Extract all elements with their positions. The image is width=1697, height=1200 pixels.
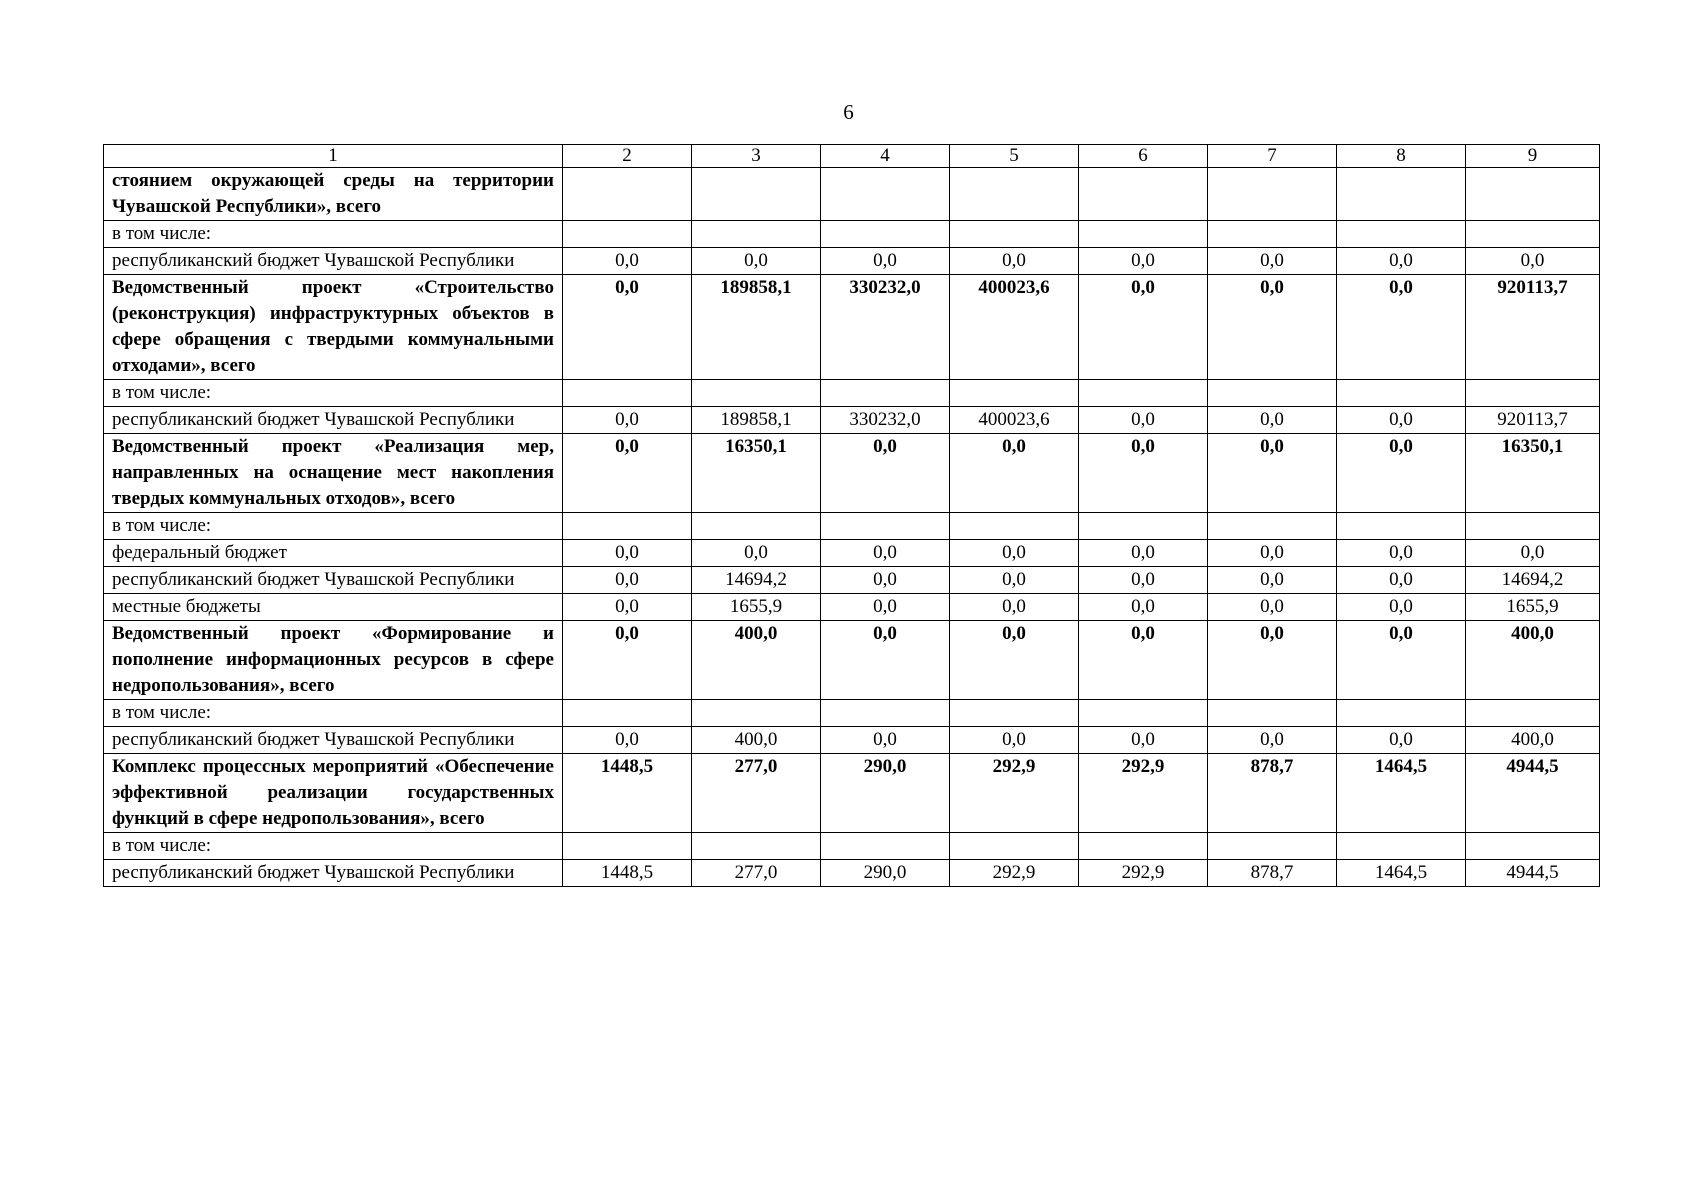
value-cell-col-2: 0,0 — [563, 567, 692, 594]
value-cell-col-6: 0,0 — [1079, 727, 1208, 754]
value-cell-col-2 — [563, 168, 692, 221]
value-cell-col-5: 292,9 — [950, 754, 1079, 833]
table-row — [104, 434, 1600, 513]
table-row — [104, 754, 1600, 833]
value-cell-col-3: 1655,9 — [692, 594, 821, 621]
value-cell-col-8: 1464,5 — [1337, 754, 1466, 833]
value-cell-col-9: 400,0 — [1466, 727, 1600, 754]
value-cell-col-5: 400023,6 — [950, 407, 1079, 434]
header-row — [104, 145, 1600, 168]
row-label: республиканский бюджет Чувашской Республики — [104, 860, 563, 887]
value-cell-col-8 — [1337, 513, 1466, 540]
value-cell-col-9: 16350,1 — [1466, 434, 1600, 513]
value-cell-col-8: 0,0 — [1337, 567, 1466, 594]
row-label: в том числе: — [104, 513, 563, 540]
row-label: республиканский бюджет Чувашской Республики — [104, 248, 563, 275]
value-cell-col-2 — [563, 833, 692, 860]
value-cell-col-4: 0,0 — [821, 434, 950, 513]
value-cell-col-2: 0,0 — [563, 434, 692, 513]
value-cell-col-2: 0,0 — [563, 407, 692, 434]
value-cell-col-8: 0,0 — [1337, 621, 1466, 700]
column-header-2: 2 — [563, 145, 692, 168]
value-cell-col-8: 0,0 — [1337, 727, 1466, 754]
value-cell-col-6 — [1079, 168, 1208, 221]
value-cell-col-3: 189858,1 — [692, 275, 821, 380]
value-cell-col-9: 400,0 — [1466, 621, 1600, 700]
column-header-5: 5 — [950, 145, 1079, 168]
value-cell-col-6: 0,0 — [1079, 621, 1208, 700]
column-header-3: 3 — [692, 145, 821, 168]
value-cell-col-6: 292,9 — [1079, 754, 1208, 833]
value-cell-col-9: 1655,9 — [1466, 594, 1600, 621]
value-cell-col-8 — [1337, 168, 1466, 221]
value-cell-col-5 — [950, 513, 1079, 540]
row-label: республиканский бюджет Чувашской Республики — [104, 567, 563, 594]
table-row — [104, 860, 1600, 887]
value-cell-col-9 — [1466, 700, 1600, 727]
table-row — [104, 380, 1600, 407]
value-cell-col-8: 0,0 — [1337, 434, 1466, 513]
value-cell-col-5: 0,0 — [950, 540, 1079, 567]
value-cell-col-4 — [821, 380, 950, 407]
row-label: стоянием окружающей среды на территории Чувашской Республики», всего — [104, 168, 563, 221]
value-cell-col-7: 0,0 — [1208, 275, 1337, 380]
row-label: Ведомственный проект «Формирование и пополнение информационных ресурсов в сфере недропользования», всего — [104, 621, 563, 700]
budget-table — [103, 144, 1600, 887]
value-cell-col-9: 4944,5 — [1466, 754, 1600, 833]
row-label: в том числе: — [104, 833, 563, 860]
column-header-4: 4 — [821, 145, 950, 168]
value-cell-col-7: 0,0 — [1208, 727, 1337, 754]
value-cell-col-9: 4944,5 — [1466, 860, 1600, 887]
value-cell-col-5: 0,0 — [950, 248, 1079, 275]
value-cell-col-9 — [1466, 513, 1600, 540]
value-cell-col-3: 189858,1 — [692, 407, 821, 434]
value-cell-col-7 — [1208, 513, 1337, 540]
table-row — [104, 700, 1600, 727]
value-cell-col-6: 292,9 — [1079, 860, 1208, 887]
value-cell-col-6: 0,0 — [1079, 540, 1208, 567]
value-cell-col-5: 0,0 — [950, 621, 1079, 700]
value-cell-col-6 — [1079, 380, 1208, 407]
value-cell-col-7 — [1208, 700, 1337, 727]
value-cell-col-3: 277,0 — [692, 860, 821, 887]
table-row — [104, 407, 1600, 434]
value-cell-col-2 — [563, 513, 692, 540]
value-cell-col-9 — [1466, 221, 1600, 248]
value-cell-col-5 — [950, 168, 1079, 221]
value-cell-col-5: 400023,6 — [950, 275, 1079, 380]
value-cell-col-2: 0,0 — [563, 540, 692, 567]
table-row — [104, 621, 1600, 700]
table-row — [104, 567, 1600, 594]
column-header-6: 6 — [1079, 145, 1208, 168]
value-cell-col-7 — [1208, 221, 1337, 248]
value-cell-col-2 — [563, 380, 692, 407]
value-cell-col-6 — [1079, 221, 1208, 248]
column-header-9: 9 — [1466, 145, 1600, 168]
table-row — [104, 168, 1600, 221]
value-cell-col-2: 0,0 — [563, 248, 692, 275]
value-cell-col-2: 0,0 — [563, 621, 692, 700]
value-cell-col-4 — [821, 833, 950, 860]
value-cell-col-5 — [950, 833, 1079, 860]
value-cell-col-6: 0,0 — [1079, 407, 1208, 434]
value-cell-col-8 — [1337, 833, 1466, 860]
value-cell-col-7: 0,0 — [1208, 540, 1337, 567]
column-header-1: 1 — [104, 145, 563, 168]
value-cell-col-4: 330232,0 — [821, 275, 950, 380]
value-cell-col-8: 0,0 — [1337, 275, 1466, 380]
value-cell-col-6: 0,0 — [1079, 248, 1208, 275]
value-cell-col-3 — [692, 168, 821, 221]
value-cell-col-9 — [1466, 833, 1600, 860]
table-row — [104, 594, 1600, 621]
value-cell-col-7: 0,0 — [1208, 567, 1337, 594]
row-label: Ведомственный проект «Реализация мер, направленных на оснащение мест накопления твердых коммунальных отходов», всего — [104, 434, 563, 513]
value-cell-col-8: 0,0 — [1337, 594, 1466, 621]
value-cell-col-4: 0,0 — [821, 567, 950, 594]
value-cell-col-4 — [821, 700, 950, 727]
value-cell-col-5 — [950, 380, 1079, 407]
value-cell-col-5: 0,0 — [950, 434, 1079, 513]
value-cell-col-9: 0,0 — [1466, 540, 1600, 567]
value-cell-col-4: 330232,0 — [821, 407, 950, 434]
value-cell-col-4: 0,0 — [821, 594, 950, 621]
value-cell-col-2: 0,0 — [563, 275, 692, 380]
value-cell-col-6 — [1079, 833, 1208, 860]
value-cell-col-3 — [692, 380, 821, 407]
value-cell-col-2: 0,0 — [563, 727, 692, 754]
value-cell-col-2: 1448,5 — [563, 754, 692, 833]
value-cell-col-4: 0,0 — [821, 248, 950, 275]
value-cell-col-3: 400,0 — [692, 727, 821, 754]
value-cell-col-9: 920113,7 — [1466, 407, 1600, 434]
value-cell-col-6 — [1079, 700, 1208, 727]
row-label: в том числе: — [104, 380, 563, 407]
value-cell-col-4 — [821, 513, 950, 540]
value-cell-col-5 — [950, 221, 1079, 248]
value-cell-col-7: 0,0 — [1208, 248, 1337, 275]
value-cell-col-7: 0,0 — [1208, 434, 1337, 513]
value-cell-col-3: 400,0 — [692, 621, 821, 700]
value-cell-col-4: 290,0 — [821, 860, 950, 887]
value-cell-col-2 — [563, 221, 692, 248]
value-cell-col-8: 0,0 — [1337, 540, 1466, 567]
value-cell-col-8: 1464,5 — [1337, 860, 1466, 887]
row-label: республиканский бюджет Чувашской Республики — [104, 407, 563, 434]
row-label: в том числе: — [104, 221, 563, 248]
value-cell-col-3: 14694,2 — [692, 567, 821, 594]
value-cell-col-9: 0,0 — [1466, 248, 1600, 275]
value-cell-col-8: 0,0 — [1337, 407, 1466, 434]
value-cell-col-7 — [1208, 833, 1337, 860]
value-cell-col-7: 0,0 — [1208, 621, 1337, 700]
value-cell-col-6: 0,0 — [1079, 594, 1208, 621]
table-row — [104, 513, 1600, 540]
value-cell-col-2: 1448,5 — [563, 860, 692, 887]
value-cell-col-7: 0,0 — [1208, 407, 1337, 434]
value-cell-col-3: 16350,1 — [692, 434, 821, 513]
value-cell-col-8 — [1337, 380, 1466, 407]
value-cell-col-4: 0,0 — [821, 540, 950, 567]
value-cell-col-5 — [950, 700, 1079, 727]
value-cell-col-8 — [1337, 221, 1466, 248]
value-cell-col-3: 0,0 — [692, 540, 821, 567]
value-cell-col-5: 292,9 — [950, 860, 1079, 887]
table-row — [104, 221, 1600, 248]
value-cell-col-7: 0,0 — [1208, 594, 1337, 621]
value-cell-col-7 — [1208, 380, 1337, 407]
value-cell-col-6: 0,0 — [1079, 434, 1208, 513]
value-cell-col-9 — [1466, 168, 1600, 221]
value-cell-col-4 — [821, 221, 950, 248]
value-cell-col-3 — [692, 833, 821, 860]
value-cell-col-6 — [1079, 513, 1208, 540]
row-label: федеральный бюджет — [104, 540, 563, 567]
value-cell-col-5: 0,0 — [950, 594, 1079, 621]
row-label: Ведомственный проект «Строительство (реконструкция) инфраструктурных объектов в сфере обращения с твердыми коммунальными отходами», всего — [104, 275, 563, 380]
value-cell-col-7: 878,7 — [1208, 860, 1337, 887]
column-header-7: 7 — [1208, 145, 1337, 168]
value-cell-col-9 — [1466, 380, 1600, 407]
table-body — [104, 168, 1600, 887]
value-cell-col-4: 290,0 — [821, 754, 950, 833]
value-cell-col-4: 0,0 — [821, 621, 950, 700]
value-cell-col-3 — [692, 221, 821, 248]
value-cell-col-2 — [563, 700, 692, 727]
column-header-8: 8 — [1337, 145, 1466, 168]
table-row — [104, 727, 1600, 754]
value-cell-col-3 — [692, 513, 821, 540]
value-cell-col-6: 0,0 — [1079, 275, 1208, 380]
value-cell-col-8: 0,0 — [1337, 248, 1466, 275]
page-number: 6 — [843, 100, 854, 124]
row-label: Комплекс процессных мероприятий «Обеспечение эффективной реализации государственных функций в сфере недропользования», всего — [104, 754, 563, 833]
table-row — [104, 833, 1600, 860]
value-cell-col-6: 0,0 — [1079, 567, 1208, 594]
row-label: в том числе: — [104, 700, 563, 727]
value-cell-col-7 — [1208, 168, 1337, 221]
value-cell-col-9: 14694,2 — [1466, 567, 1600, 594]
value-cell-col-4 — [821, 168, 950, 221]
row-label: республиканский бюджет Чувашской Республики — [104, 727, 563, 754]
value-cell-col-3 — [692, 700, 821, 727]
value-cell-col-9: 920113,7 — [1466, 275, 1600, 380]
value-cell-col-3: 0,0 — [692, 248, 821, 275]
table-row — [104, 248, 1600, 275]
value-cell-col-5: 0,0 — [950, 727, 1079, 754]
value-cell-col-5: 0,0 — [950, 567, 1079, 594]
value-cell-col-4: 0,0 — [821, 727, 950, 754]
value-cell-col-2: 0,0 — [563, 594, 692, 621]
table-row — [104, 540, 1600, 567]
value-cell-col-3: 277,0 — [692, 754, 821, 833]
value-cell-col-7: 878,7 — [1208, 754, 1337, 833]
value-cell-col-8 — [1337, 700, 1466, 727]
table-row — [104, 275, 1600, 380]
row-label: местные бюджеты — [104, 594, 563, 621]
